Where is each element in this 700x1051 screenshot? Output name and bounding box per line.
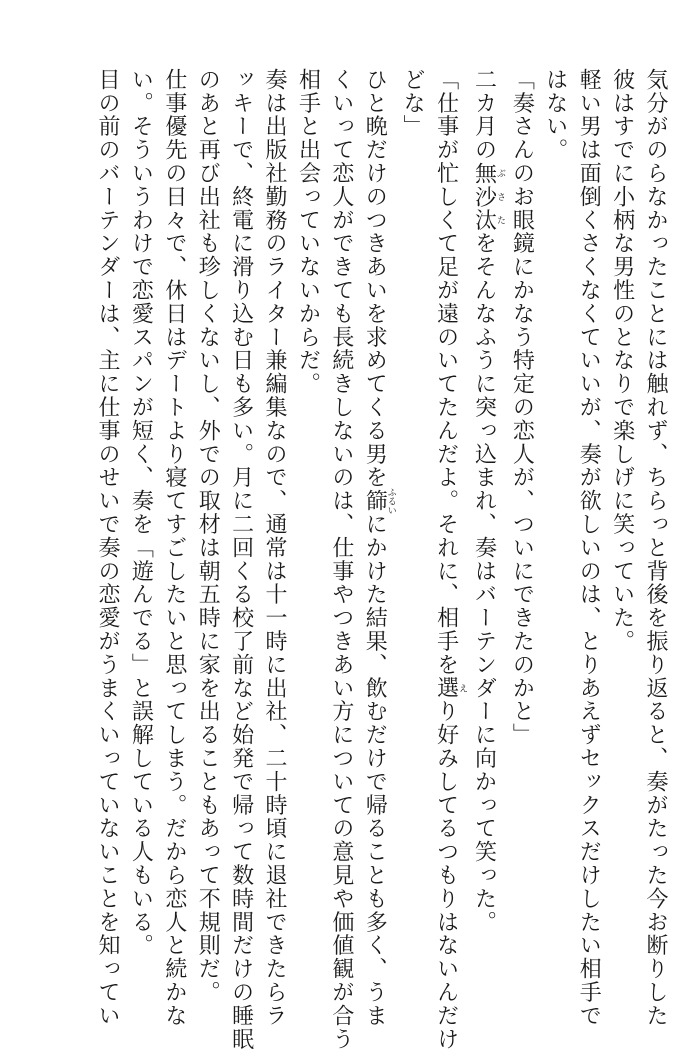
text-line-10: くいって恋人ができても長続きしないのは、仕事やつきあい方についての意見や価値観が合う xyxy=(328,68,354,1051)
text-fragment: 「仕事が忙しくて足が遠のいてたんだよ。それに、相手を xyxy=(433,68,459,677)
ruby-word xyxy=(433,676,468,700)
text-fragment: をそんなふうに突っ込まれ、奏はバーテンダーに向かって笑った。 xyxy=(471,231,497,934)
text-line-14: のあと再び出社も珍しくないし、外での取材は朝五時に家を出ることもあって不規則だ。 xyxy=(195,68,221,1004)
text-line-5: 「奏さんのお眼鏡にかなう特定の恋人が、ついにできたのかと」 xyxy=(509,68,535,747)
text-line-11: 相手と出会っていないからだ。 xyxy=(295,68,321,396)
text-line-2: 彼はすでに小柄な男性のとなりで楽しげに笑っていた。 xyxy=(609,68,635,653)
vertical-text-body xyxy=(36,68,672,1051)
text-line-7 xyxy=(429,68,468,1051)
text-line-16: い。そういうわけで恋愛スパンが短く、奏を「遊んでる」と誤解している人もいる。 xyxy=(128,68,154,958)
furigana: え xyxy=(457,676,468,700)
text-line-12: 奏は出版社勤務のライター兼編集なので、通常は十一時に出社、二十時頃に退社できたらラ xyxy=(262,68,288,1028)
text-line-3: 軽い男は面倒くさくなくていいが、奏が欲しいのは、とりあえずセックスだけしたい相手で xyxy=(576,68,602,1028)
text-line-1: 気分がのらなかったことには触れず、ちらっと背後を振り返ると、奏がたった今お断りした xyxy=(643,68,668,1028)
text-line-6 xyxy=(467,68,505,968)
text-line-8: どな」 xyxy=(400,68,426,139)
ruby-base: 選 xyxy=(433,676,459,700)
text-line-9 xyxy=(358,68,396,1028)
text-line-15: 仕事優先の日々で、休日はデートより寝てすごしたいと思ってしまう。だから恋人と続かな xyxy=(161,68,187,1028)
furigana: ぶさた xyxy=(494,161,505,232)
ruby-word xyxy=(362,487,396,515)
ruby-base: 篩 xyxy=(362,487,388,515)
furigana: ふるい xyxy=(385,487,396,515)
text-line-17: 目の前のバーテンダーは、主に仕事のせいで奏の恋愛がうまくいっていないことを知ってい xyxy=(95,68,120,1028)
text-fragment: にかけた結果、飲むだけで帰ることも多く、うま xyxy=(362,512,388,1028)
text-fragment: り好みしてるつもりはないんだけ xyxy=(433,699,459,1051)
text-fragment: ひと晩だけのつきあいを求めてくる男を xyxy=(362,68,388,490)
text-line-4: はない。 xyxy=(542,68,568,162)
text-fragment: 二カ月の xyxy=(471,68,497,162)
ruby-base: 無沙汰 xyxy=(471,161,497,232)
ruby-word xyxy=(471,161,505,232)
text-line-13: ッキーで、終電に滑り込む日も多い。月に二回くる校了前など始発で帰って数時間だけの睡眠 xyxy=(228,68,254,1051)
